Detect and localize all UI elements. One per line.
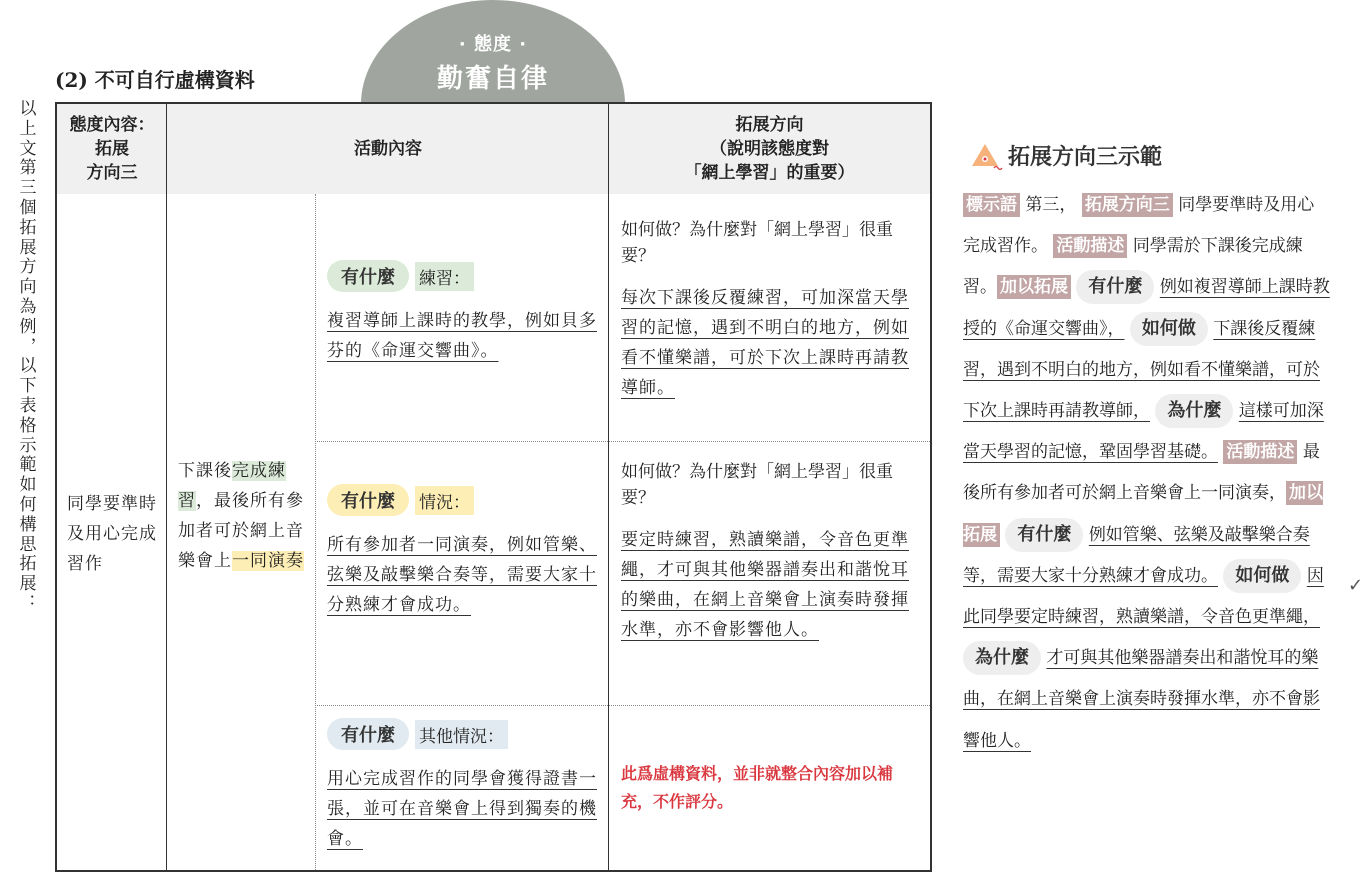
- label-extend: 加以拓展: [997, 275, 1071, 299]
- grid-line: [315, 705, 930, 706]
- header-attitude: [57, 104, 167, 194]
- row-body: 所有參加者一同演奏，例如管樂、弦樂及敲擊樂合奏等，需要大家十分熟練才會成功。: [327, 535, 597, 615]
- side-note-char: 例: [19, 316, 37, 337]
- side-note-char: 範: [19, 455, 37, 476]
- what-pill: 有什麼: [1076, 270, 1154, 304]
- demo-text: 第三，: [1025, 195, 1077, 215]
- side-note-char: 何: [19, 494, 37, 515]
- attitude-cell: 同學要準時及用心完成習作: [67, 494, 157, 574]
- demo-paragraph: [963, 185, 1331, 762]
- banner-title: 勤奮自律: [436, 64, 549, 94]
- extension-row-2: [621, 459, 923, 645]
- what-pill: 有什麼: [327, 484, 409, 516]
- extension-question: 如何做？為什麼對「網上學習」很重要？: [621, 462, 893, 508]
- side-note-char: ︐: [19, 336, 37, 357]
- side-note-char: 如: [19, 475, 37, 496]
- activity-cell: [178, 456, 308, 576]
- side-note-char: ︓: [19, 593, 37, 614]
- side-note-char: 下: [19, 376, 37, 397]
- demo-underline: 這樣可加深當天學習的記憶，鞏固學習基礎。: [963, 401, 1324, 463]
- fiction-warning-note: 此爲虛構資料，並非就整合內容加以補充，不作評分。: [621, 764, 894, 811]
- grid-line: [315, 441, 930, 442]
- header-extension-line3: 「網上學習」的重要）: [684, 163, 855, 183]
- label-extend: 加以拓展: [963, 483, 1323, 545]
- how-pill: 如何做: [1130, 312, 1208, 346]
- activity-row-2: [327, 484, 603, 620]
- why-pill: 為什麼: [963, 641, 1041, 675]
- side-note-char: 展: [19, 237, 37, 258]
- grid-line: [608, 104, 609, 870]
- activity-row-1: [327, 260, 603, 366]
- side-note-char: 三: [19, 178, 37, 199]
- demo-underline: 例如複習導師上課時教授的《命運交響曲》，: [963, 277, 1330, 339]
- section-title: (2) 不可自行虛構資料: [55, 68, 255, 92]
- why-pill: 為什麼: [1155, 394, 1233, 428]
- extension-row-3: [621, 760, 923, 816]
- row-tag: 練習：: [415, 262, 474, 291]
- activity-row-3: [327, 718, 603, 854]
- header-attitude-line1: 態度內容：: [69, 115, 155, 135]
- side-note-char: 向: [19, 277, 37, 298]
- row-body: 複習導師上課時的教學，例如貝多芬的《命運交響曲》。: [327, 311, 597, 361]
- header-activity: 活動內容: [167, 104, 609, 194]
- header-attitude-line3: 方向三: [86, 163, 138, 183]
- activity-prefix: 下課後: [178, 461, 232, 481]
- label-topic: 標示語: [963, 193, 1020, 217]
- demo-text: 最後所有參加者可於網上音樂會上一同演奏，: [963, 442, 1320, 504]
- demo-underline: 才可與其他樂器譜奏出和諧悅耳的樂曲，在網上音樂會上演奏時發揮水準，亦不會影響他人。: [963, 648, 1320, 751]
- grid-line: [166, 104, 167, 870]
- side-note-char: 以: [19, 99, 37, 119]
- label-activity: 活動描述: [1053, 234, 1127, 258]
- activity-middle: ，最後所有參加者可於網上音樂會上: [178, 491, 304, 571]
- demo-title: [972, 140, 1162, 171]
- side-note-char: 文: [19, 138, 37, 159]
- what-pill: 有什麼: [327, 718, 409, 750]
- side-note-char: 為: [19, 296, 37, 317]
- header-attitude-line2: 拓展: [95, 139, 129, 159]
- label-direction: 拓展方向三: [1082, 193, 1173, 217]
- demo-text: 同學需於下課後完成練習。: [963, 236, 1303, 298]
- row-tag: 情況：: [415, 486, 474, 515]
- warning-triangle-icon: [972, 141, 1004, 171]
- header-extension-line2: （說明該態度對: [710, 139, 829, 159]
- what-pill: 有什麼: [1005, 518, 1083, 552]
- side-note-char: 示: [19, 435, 37, 456]
- side-note-char: 展: [19, 574, 37, 595]
- label-activity: 活動描述: [1223, 440, 1297, 464]
- header-extension-line1: 拓展方向: [735, 115, 804, 135]
- side-note-char: 表: [19, 395, 37, 416]
- activity-highlight-practice: 完成練習: [178, 461, 286, 511]
- row-tag: 其他情況：: [415, 720, 508, 749]
- demo-text: 同學要準時及用心完成習作。: [963, 195, 1315, 257]
- side-note-char: 拓: [19, 554, 37, 575]
- extension-answer: 要定時練習，熟讀樂譜，令音色更準繩，才可與其他樂器譜奏出和諧悅耳的樂曲，在網上音樂會上演奏時發揮水準，亦不會影響他人。: [621, 530, 909, 640]
- demo-title-text: 拓展方向三示範: [1008, 144, 1163, 170]
- grid-line: [315, 194, 316, 870]
- side-note-char: 思: [19, 534, 37, 555]
- extension-question: 如何做？為什麼對「網上學習」很重要？: [621, 220, 893, 266]
- side-note: [16, 100, 40, 615]
- how-pill: 如何做: [1223, 559, 1301, 593]
- attitude-banner: [361, 0, 625, 104]
- side-note-char: 拓: [19, 217, 37, 238]
- side-note-char: 上: [19, 118, 37, 139]
- what-pill: 有什麼: [327, 260, 409, 292]
- side-note-char: 以: [19, 356, 37, 377]
- check-mark-icon: ✓: [1348, 575, 1363, 596]
- activity-highlight-perform: 一同演奏: [232, 551, 304, 571]
- row-body: 用心完成習作的同學會獲得證書一張，並可在音樂會上得到獨奏的機會。: [327, 769, 597, 849]
- side-note-char: 第: [19, 158, 37, 179]
- side-note-char: 格: [19, 415, 37, 436]
- extension-row-1: [621, 217, 923, 403]
- header-extension: [609, 104, 930, 194]
- banner-small: · 態度 ·: [458, 34, 528, 55]
- side-note-char: 方: [19, 257, 37, 278]
- demo-underline: 因此同學要定時練習，熟讀樂譜，令音色更準繩，: [963, 565, 1324, 628]
- extension-answer: 每次下課後反覆練習，可加深當天學習的記憶，遇到不明白的地方，例如看不懂樂譜，可於下次上課時再請教導師。: [621, 288, 909, 398]
- side-note-char: 個: [19, 197, 37, 218]
- demo-underline: 下課後反覆練習，遇到不明白的地方，例如看不懂樂譜，可於下次上課時再請教導師，: [963, 318, 1320, 422]
- side-note-char: 構: [19, 514, 37, 535]
- activity-table: [55, 102, 932, 872]
- demo-underline: 例如管樂、弦樂及敲擊樂合奏等，需要大家十分熟練才會成功。: [963, 524, 1310, 586]
